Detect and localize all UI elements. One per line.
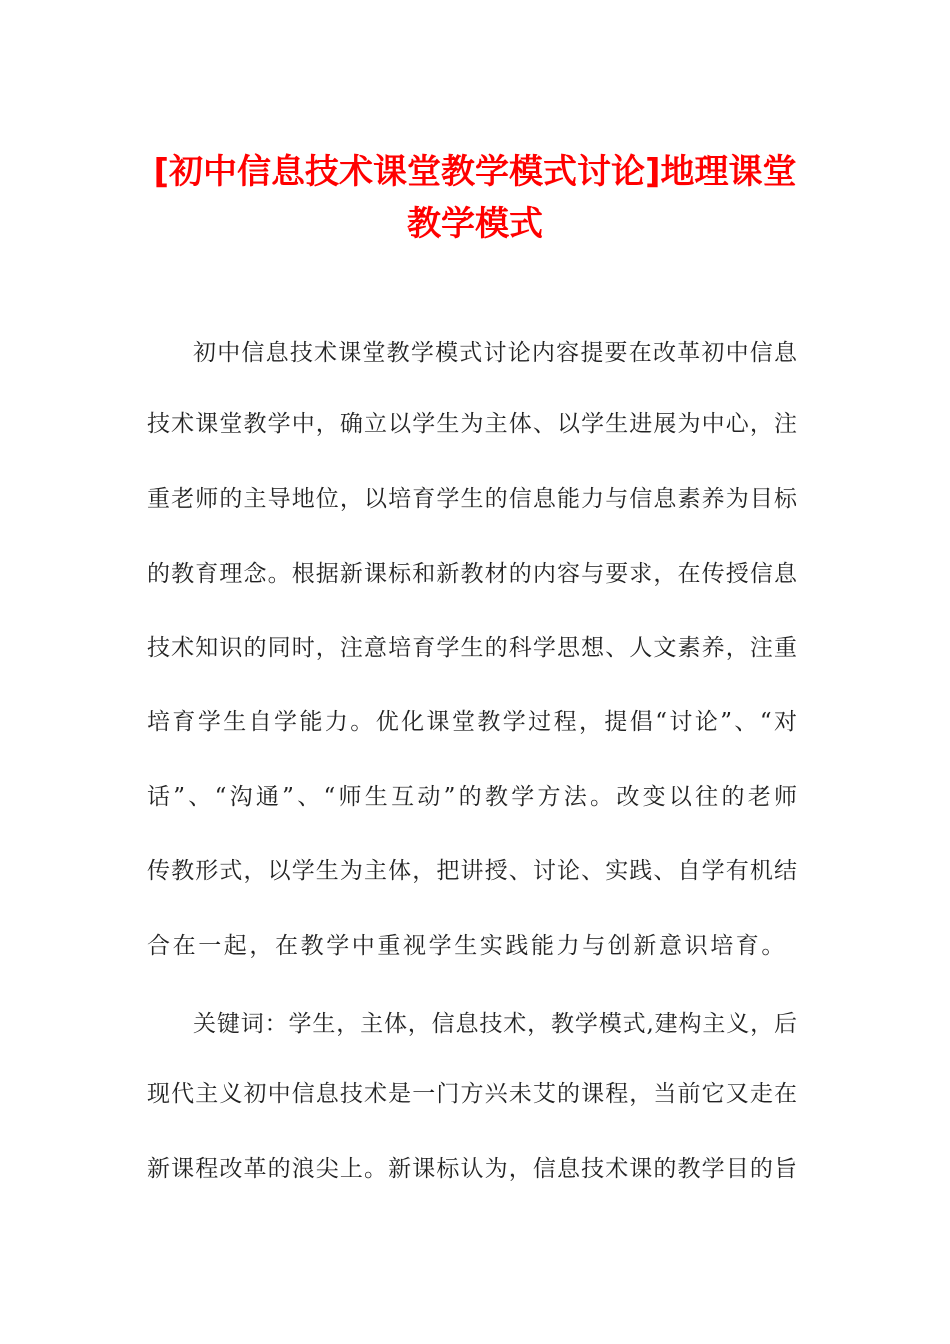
document-title (100, 146, 850, 250)
body-line-1: 初中信息技术课堂教学模式讨论内容提要在改革初中信息 (193, 340, 797, 366)
keywords-line: 关键词：学生，主体，信息技术，教学模式,建构主义，后 (193, 1011, 797, 1037)
body-line-9: 合在一起，在教学中重视学生实践能力与创新意识培育。 (147, 933, 787, 959)
title-line-1: [初中信息技术课堂教学模式讨论]地理课堂 (153, 152, 797, 192)
body-line-3: 重老师的主导地位，以培育学生的信息能力与信息素养为目标 (147, 486, 797, 512)
body-line-12: 新课程改革的浪尖上。新课标认为，信息技术课的教学目的旨 (147, 1156, 797, 1182)
body-line-5: 技术知识的同时，注意培育学生的科学思想、人文素养，注重 (147, 635, 797, 661)
body-line-6: 培育学生自学能力。优化课堂教学过程，提倡“讨论”、“对 (147, 709, 797, 735)
body-line-4: 的教育理念。根据新课标和新教材的内容与要求，在传授信息 (147, 561, 797, 587)
body-line-7: 话”、“沟通”、“师生互动”的教学方法。改变以往的老师 (147, 784, 797, 810)
body-line-2: 技术课堂教学中，确立以学生为主体、以学生进展为中心，注 (147, 411, 797, 437)
body-line-8: 传教形式，以学生为主体，把讲授、讨论、实践、自学有机结 (147, 858, 797, 884)
body-line-11: 现代主义初中信息技术是一门方兴未艾的课程，当前它又走在 (147, 1081, 797, 1107)
title-line-2: 教学模式 (407, 204, 543, 244)
